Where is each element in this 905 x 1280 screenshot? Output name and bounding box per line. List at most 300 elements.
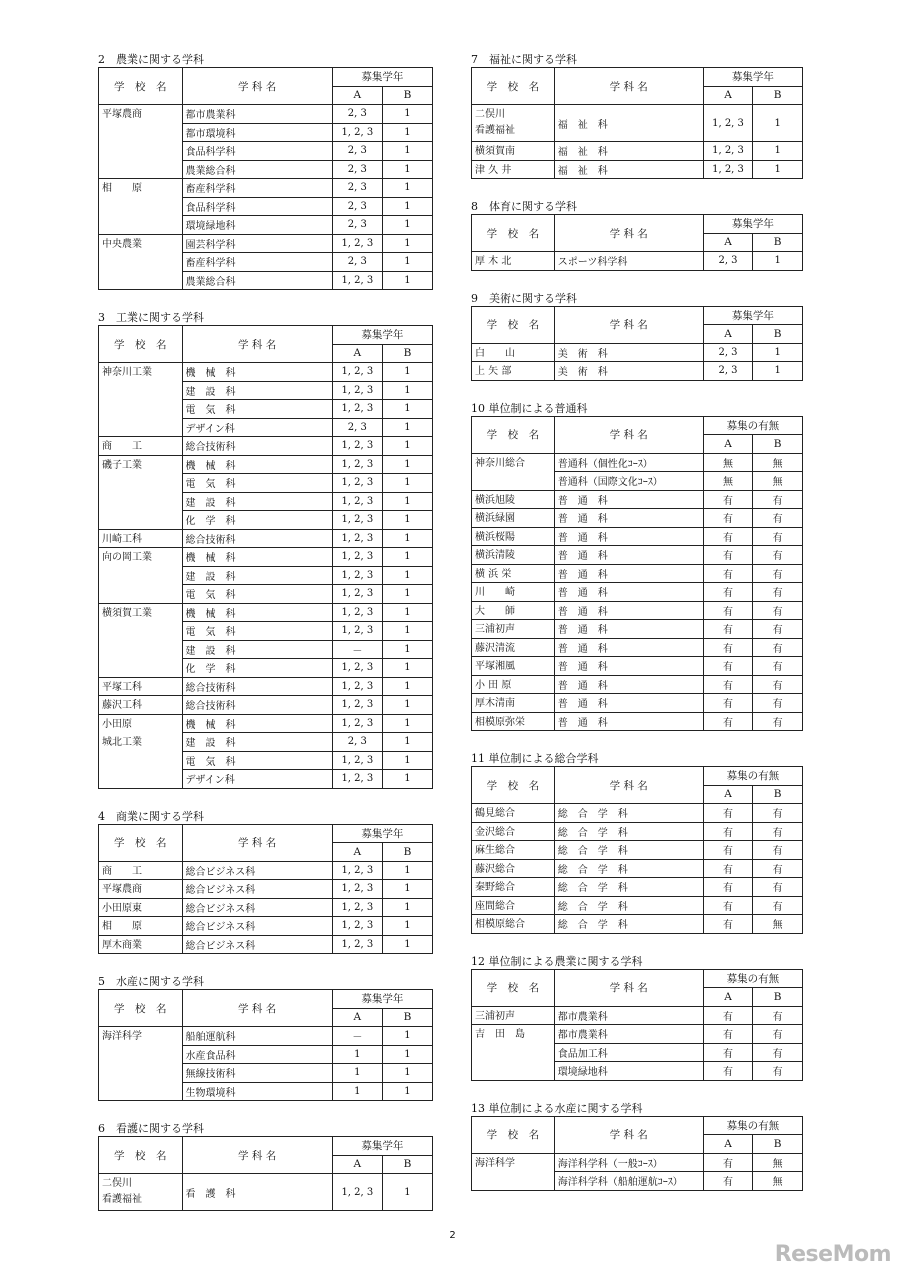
section xyxy=(471,401,803,732)
department-name: 福 祉 科 xyxy=(554,160,703,179)
school-name xyxy=(99,1045,183,1064)
value-b: 無 xyxy=(753,472,803,491)
school-name: 川崎工科 xyxy=(99,529,183,548)
value-a: 有 xyxy=(703,1172,753,1191)
school-name: 平塚工科 xyxy=(99,677,183,696)
value-a: 1 xyxy=(332,1045,382,1064)
school-name xyxy=(99,770,183,789)
department-name: デザイン科 xyxy=(182,418,332,437)
school-name xyxy=(472,1043,555,1062)
value-b: 1 xyxy=(382,770,432,789)
school-name: 横浜旭陵 xyxy=(472,490,555,509)
value-a: 有 xyxy=(703,1025,753,1044)
value-b: 1 xyxy=(382,418,432,437)
table-row xyxy=(472,564,803,583)
course-table xyxy=(98,989,433,1101)
value-b: 1 xyxy=(382,622,432,641)
school-name: 相模原弥栄 xyxy=(472,712,555,731)
value-b: 有 xyxy=(753,490,803,509)
header-school: 学 校 名 xyxy=(99,68,183,105)
value-b: 1 xyxy=(382,640,432,659)
department-name: 生物環境科 xyxy=(182,1082,332,1101)
table-row xyxy=(472,1153,803,1172)
value-b: 1 xyxy=(382,603,432,622)
value-b: 1 xyxy=(382,585,432,604)
department-name: 機 械 科 xyxy=(182,714,332,733)
school-name xyxy=(99,142,183,161)
department-name: 総 合 学 科 xyxy=(554,822,703,841)
table-row xyxy=(472,657,803,676)
department-name: 食品加工科 xyxy=(554,1043,703,1062)
section-title: 5 水産に関する学科 xyxy=(98,975,204,988)
table-row xyxy=(99,1064,433,1083)
header-school: 学 校 名 xyxy=(99,1137,183,1174)
school-name: 小 田 原 xyxy=(472,675,555,694)
table-row xyxy=(99,714,433,733)
header-a: A xyxy=(703,785,753,804)
school-name: 秦野総合 xyxy=(472,878,555,897)
school-name xyxy=(99,659,183,678)
header-b: B xyxy=(382,1155,432,1174)
school-name: 平塚農商 xyxy=(99,105,183,124)
school-name: 相 原 xyxy=(99,179,183,198)
school-name: 大 師 xyxy=(472,601,555,620)
value-a: 有 xyxy=(703,657,753,676)
course-table xyxy=(471,1116,803,1191)
table-row xyxy=(472,675,803,694)
value-a: 1, 2, 3 xyxy=(332,511,382,530)
value-a: 2, 3 xyxy=(703,362,753,381)
department-name: 建 設 科 xyxy=(182,566,332,585)
value-a: 1, 2, 3 xyxy=(332,917,382,936)
value-a: 1, 2, 3 xyxy=(332,935,382,954)
course-table xyxy=(471,214,803,271)
school-name: 厚木商業 xyxy=(99,935,183,954)
department-name: 普 通 科 xyxy=(554,620,703,639)
school-name: 商 工 xyxy=(99,437,183,456)
value-a: 2, 3 xyxy=(332,179,382,198)
table-row xyxy=(472,804,803,823)
school-name: 横浜桜陽 xyxy=(472,527,555,546)
course-table xyxy=(471,306,803,381)
header-a: A xyxy=(703,988,753,1007)
table-row xyxy=(99,566,433,585)
section xyxy=(98,809,433,955)
school-name xyxy=(99,400,183,419)
school-name: 上 矢 部 xyxy=(472,362,555,381)
value-b: 有 xyxy=(753,638,803,657)
school-name-line: 二俣川 xyxy=(475,109,505,120)
header-group: 募集の有無 xyxy=(703,767,802,786)
table-row xyxy=(99,935,433,954)
value-a: 1, 2, 3 xyxy=(332,529,382,548)
value-b: 無 xyxy=(753,1153,803,1172)
table-row xyxy=(99,123,433,142)
value-a: 有 xyxy=(703,583,753,602)
department-name: 機 械 科 xyxy=(182,603,332,622)
value-a: 有 xyxy=(703,841,753,860)
section-title: 8 体育に関する学科 xyxy=(471,200,577,213)
section-title: 12 単位制による農業に関する学科 xyxy=(471,954,643,968)
value-b: 1 xyxy=(382,917,432,936)
course-table xyxy=(98,325,433,789)
value-a: 2, 3 xyxy=(332,197,382,216)
department-name: 建 設 科 xyxy=(182,733,332,752)
header-department: 学 科 名 xyxy=(182,824,332,861)
value-b: 1 xyxy=(753,142,803,161)
department-name: 食品科学科 xyxy=(182,142,332,161)
header-department: 学 科 名 xyxy=(182,68,332,105)
table-row xyxy=(472,638,803,657)
header-b: B xyxy=(753,988,803,1007)
department-name: 美 術 科 xyxy=(554,343,703,362)
department-name: 普 通 科 xyxy=(554,583,703,602)
school-name xyxy=(472,472,555,491)
value-b: 1 xyxy=(382,880,432,899)
value-b: 1 xyxy=(382,1064,432,1083)
header-school: 学 校 名 xyxy=(472,969,555,1006)
value-b: 有 xyxy=(753,859,803,878)
department-name: 総 合 学 科 xyxy=(554,859,703,878)
school-name xyxy=(99,1082,183,1101)
value-a: 1, 2, 3 xyxy=(332,123,382,142)
header-department: 学 科 名 xyxy=(554,68,703,105)
header-department: 学 科 名 xyxy=(554,1116,703,1153)
table-row xyxy=(99,585,433,604)
department-name: 都市農業科 xyxy=(182,105,332,124)
table-row xyxy=(99,363,433,382)
department-name: 総合ビジネス科 xyxy=(182,880,332,899)
table-row xyxy=(99,640,433,659)
value-a: 1, 2, 3 xyxy=(332,400,382,419)
value-a: 1, 2, 3 xyxy=(332,770,382,789)
value-a: 有 xyxy=(703,712,753,731)
value-b: 有 xyxy=(753,601,803,620)
header-b: B xyxy=(753,1135,803,1154)
table-row xyxy=(472,453,803,472)
value-b: 有 xyxy=(753,1006,803,1025)
value-b: 1 xyxy=(382,197,432,216)
header-a: A xyxy=(332,1155,382,1174)
department-name: 総合技術科 xyxy=(182,437,332,456)
table-row xyxy=(99,179,433,198)
value-b: 有 xyxy=(753,1025,803,1044)
value-a: 有 xyxy=(703,675,753,694)
value-a: 有 xyxy=(703,1153,753,1172)
table-row xyxy=(472,1172,803,1191)
table-row xyxy=(472,1043,803,1062)
value-b: 1 xyxy=(382,474,432,493)
department-name: 環境緑地科 xyxy=(554,1062,703,1081)
value-a: 有 xyxy=(703,527,753,546)
value-a: 1, 2, 3 xyxy=(332,603,382,622)
value-b: 1 xyxy=(382,160,432,179)
value-b: 1 xyxy=(382,529,432,548)
course-table xyxy=(471,969,803,1081)
header-b: B xyxy=(382,344,432,363)
table-row xyxy=(472,1025,803,1044)
table-row xyxy=(472,105,803,142)
value-a: 1, 2, 3 xyxy=(332,659,382,678)
value-b: 1 xyxy=(753,343,803,362)
value-b: 1 xyxy=(382,400,432,419)
header-b: B xyxy=(753,785,803,804)
department-name: 総合ビジネス科 xyxy=(182,861,332,880)
value-a: 有 xyxy=(703,878,753,897)
department-name: 看 護 科 xyxy=(182,1174,332,1211)
department-name: 普 通 科 xyxy=(554,675,703,694)
table-row xyxy=(472,160,803,179)
value-b: 有 xyxy=(753,546,803,565)
table-row xyxy=(472,472,803,491)
school-name: 中央農業 xyxy=(99,234,183,253)
value-a: 1, 2, 3 xyxy=(332,455,382,474)
value-a: 有 xyxy=(703,638,753,657)
department-name: 普通科（国際文化ｺｰｽ） xyxy=(554,472,703,491)
value-b: 有 xyxy=(753,896,803,915)
value-a: 有 xyxy=(703,896,753,915)
table-row xyxy=(472,362,803,381)
section xyxy=(471,751,803,934)
value-b: 1 xyxy=(382,677,432,696)
department-name: 総 合 学 科 xyxy=(554,915,703,934)
school-name: 磯子工業 xyxy=(99,455,183,474)
school-name xyxy=(99,566,183,585)
school-name: 横須賀南 xyxy=(472,142,555,161)
section-title: 10 単位制による普通科 xyxy=(471,401,588,415)
department-name: 機 械 科 xyxy=(182,455,332,474)
section xyxy=(471,199,803,271)
value-b: 有 xyxy=(753,694,803,713)
department-name: 総 合 学 科 xyxy=(554,804,703,823)
school-name xyxy=(99,474,183,493)
table-row xyxy=(99,770,433,789)
table-row xyxy=(99,511,433,530)
school-name: 向の岡工業 xyxy=(99,548,183,567)
value-a: 2, 3 xyxy=(332,160,382,179)
value-b: 1 xyxy=(382,234,432,253)
table-row xyxy=(99,418,433,437)
table-row xyxy=(99,880,433,899)
school-name xyxy=(99,585,183,604)
value-a: 1, 2, 3 xyxy=(332,271,382,290)
department-name: 化 学 科 xyxy=(182,659,332,678)
department-name: 普 通 科 xyxy=(554,564,703,583)
value-a: 2, 3 xyxy=(332,216,382,235)
header-school: 学 校 名 xyxy=(472,767,555,804)
value-b: 1 xyxy=(382,1027,432,1046)
value-b: 1 xyxy=(382,566,432,585)
value-b: 1 xyxy=(382,363,432,382)
value-b: 1 xyxy=(382,253,432,272)
school-name: 厚木清南 xyxy=(472,694,555,713)
course-table xyxy=(98,1136,433,1211)
value-a: 1, 2, 3 xyxy=(332,474,382,493)
right-column xyxy=(471,52,803,1211)
department-name: 普 通 科 xyxy=(554,490,703,509)
school-name: 鶴見総合 xyxy=(472,804,555,823)
value-b: 1 xyxy=(382,142,432,161)
department-name: 農業総合科 xyxy=(182,271,332,290)
table-row xyxy=(99,917,433,936)
department-name: 総 合 学 科 xyxy=(554,896,703,915)
school-name xyxy=(99,640,183,659)
value-b: 1 xyxy=(753,160,803,179)
table-row xyxy=(472,509,803,528)
school-name xyxy=(99,1174,183,1211)
value-b: 有 xyxy=(753,822,803,841)
table-row xyxy=(472,490,803,509)
department-name: 海洋科学科（一般ｺｰｽ） xyxy=(554,1153,703,1172)
school-name-line: 二俣川 xyxy=(102,1178,132,1189)
value-a: 有 xyxy=(703,509,753,528)
value-a: 有 xyxy=(703,601,753,620)
value-a: 2, 3 xyxy=(332,418,382,437)
table-row xyxy=(472,712,803,731)
table-row xyxy=(99,474,433,493)
value-a: 有 xyxy=(703,620,753,639)
value-a: 有 xyxy=(703,804,753,823)
header-a: A xyxy=(703,1135,753,1154)
school-name xyxy=(99,492,183,511)
table-row xyxy=(472,601,803,620)
section-title: 2 農業に関する学科 xyxy=(98,53,204,66)
value-a: 1, 2, 3 xyxy=(332,585,382,604)
header-group: 募集学年 xyxy=(703,306,802,325)
value-a: 無 xyxy=(703,453,753,472)
school-name: 海洋科学 xyxy=(99,1027,183,1046)
table-row xyxy=(99,234,433,253)
header-school: 学 校 名 xyxy=(472,68,555,105)
value-a: 2, 3 xyxy=(332,142,382,161)
value-b: 有 xyxy=(753,657,803,676)
school-name xyxy=(99,216,183,235)
header-a: A xyxy=(332,843,382,862)
header-a: A xyxy=(332,344,382,363)
department-name: 機 械 科 xyxy=(182,363,332,382)
department-name: 総合技術科 xyxy=(182,529,332,548)
department-name: 総合技術科 xyxy=(182,677,332,696)
value-a: 無 xyxy=(703,472,753,491)
school-name: 海洋科学 xyxy=(472,1153,555,1172)
department-name: 普 通 科 xyxy=(554,527,703,546)
value-a: 1, 2, 3 xyxy=(703,105,753,142)
value-a: 1, 2, 3 xyxy=(332,1174,382,1211)
header-department: 学 科 名 xyxy=(554,969,703,1006)
section xyxy=(471,291,803,381)
value-b: 1 xyxy=(382,123,432,142)
value-b: 1 xyxy=(753,105,803,142)
value-b: 1 xyxy=(382,511,432,530)
table-row xyxy=(99,381,433,400)
value-b: 1 xyxy=(382,696,432,715)
value-b: 1 xyxy=(382,714,432,733)
header-group: 募集学年 xyxy=(332,1137,432,1156)
department-name: 建 設 科 xyxy=(182,640,332,659)
table-row xyxy=(472,527,803,546)
department-name: 普通科（個性化ｺｰｽ） xyxy=(554,453,703,472)
school-name: 麻生総合 xyxy=(472,841,555,860)
school-name xyxy=(472,105,555,142)
school-name: 神奈川工業 xyxy=(99,363,183,382)
value-b: 有 xyxy=(753,712,803,731)
table-row xyxy=(99,751,433,770)
value-a: 1, 2, 3 xyxy=(332,437,382,456)
value-b: 無 xyxy=(753,915,803,934)
header-a: A xyxy=(703,86,753,105)
table-row xyxy=(99,529,433,548)
school-name xyxy=(99,418,183,437)
value-b: 1 xyxy=(753,362,803,381)
table-row xyxy=(99,603,433,622)
page-number: 2 xyxy=(449,1230,456,1241)
header-b: B xyxy=(753,86,803,105)
header-department: 学 科 名 xyxy=(554,767,703,804)
department-name: 総合ビジネス科 xyxy=(182,898,332,917)
table-row xyxy=(99,733,433,752)
header-group: 募集学年 xyxy=(332,68,432,87)
resemom-logo: ReseMom xyxy=(774,1242,891,1267)
value-a: 1, 2, 3 xyxy=(703,160,753,179)
department-name: 畜産科学科 xyxy=(182,253,332,272)
value-a: 1, 2, 3 xyxy=(332,234,382,253)
section xyxy=(98,974,433,1101)
school-name: 平塚湘風 xyxy=(472,657,555,676)
school-name-line: 看護福祉 xyxy=(475,125,515,136)
table-row xyxy=(99,216,433,235)
school-name: 藤沢総合 xyxy=(472,859,555,878)
section xyxy=(98,52,433,290)
department-name: 普 通 科 xyxy=(554,712,703,731)
table-row xyxy=(472,694,803,713)
department-name: 普 通 科 xyxy=(554,509,703,528)
section xyxy=(471,1101,803,1191)
school-name xyxy=(99,751,183,770)
value-a: 有 xyxy=(703,1043,753,1062)
school-name: 商 工 xyxy=(99,861,183,880)
school-name: 厚 木 北 xyxy=(472,252,555,271)
value-b: 1 xyxy=(382,935,432,954)
value-b: 1 xyxy=(382,492,432,511)
table-row xyxy=(99,142,433,161)
department-name: 電 気 科 xyxy=(182,400,332,419)
value-b: 有 xyxy=(753,841,803,860)
value-a: 1, 2, 3 xyxy=(332,861,382,880)
header-group: 募集学年 xyxy=(703,215,802,234)
school-name xyxy=(99,197,183,216)
section-title: 7 福祉に関する学科 xyxy=(471,53,577,66)
school-name: 三浦初声 xyxy=(472,1006,555,1025)
value-a: 有 xyxy=(703,694,753,713)
department-name: 環境緑地科 xyxy=(182,216,332,235)
section xyxy=(471,954,803,1081)
department-name: 総合ビジネス科 xyxy=(182,917,332,936)
school-name: 城北工業 xyxy=(99,733,183,752)
school-name: 小田原 xyxy=(99,714,183,733)
school-name: 藤沢清流 xyxy=(472,638,555,657)
school-name: 平塚農商 xyxy=(99,880,183,899)
school-name: 横 浜 栄 xyxy=(472,564,555,583)
department-name: 普 通 科 xyxy=(554,601,703,620)
value-a: 1 xyxy=(332,1064,382,1083)
value-a: － xyxy=(332,640,382,659)
course-table xyxy=(471,416,803,732)
value-a: 有 xyxy=(703,546,753,565)
section-title: 4 商業に関する学科 xyxy=(98,809,204,823)
school-name: 白 山 xyxy=(472,343,555,362)
table-row xyxy=(472,859,803,878)
value-b: 1 xyxy=(382,548,432,567)
